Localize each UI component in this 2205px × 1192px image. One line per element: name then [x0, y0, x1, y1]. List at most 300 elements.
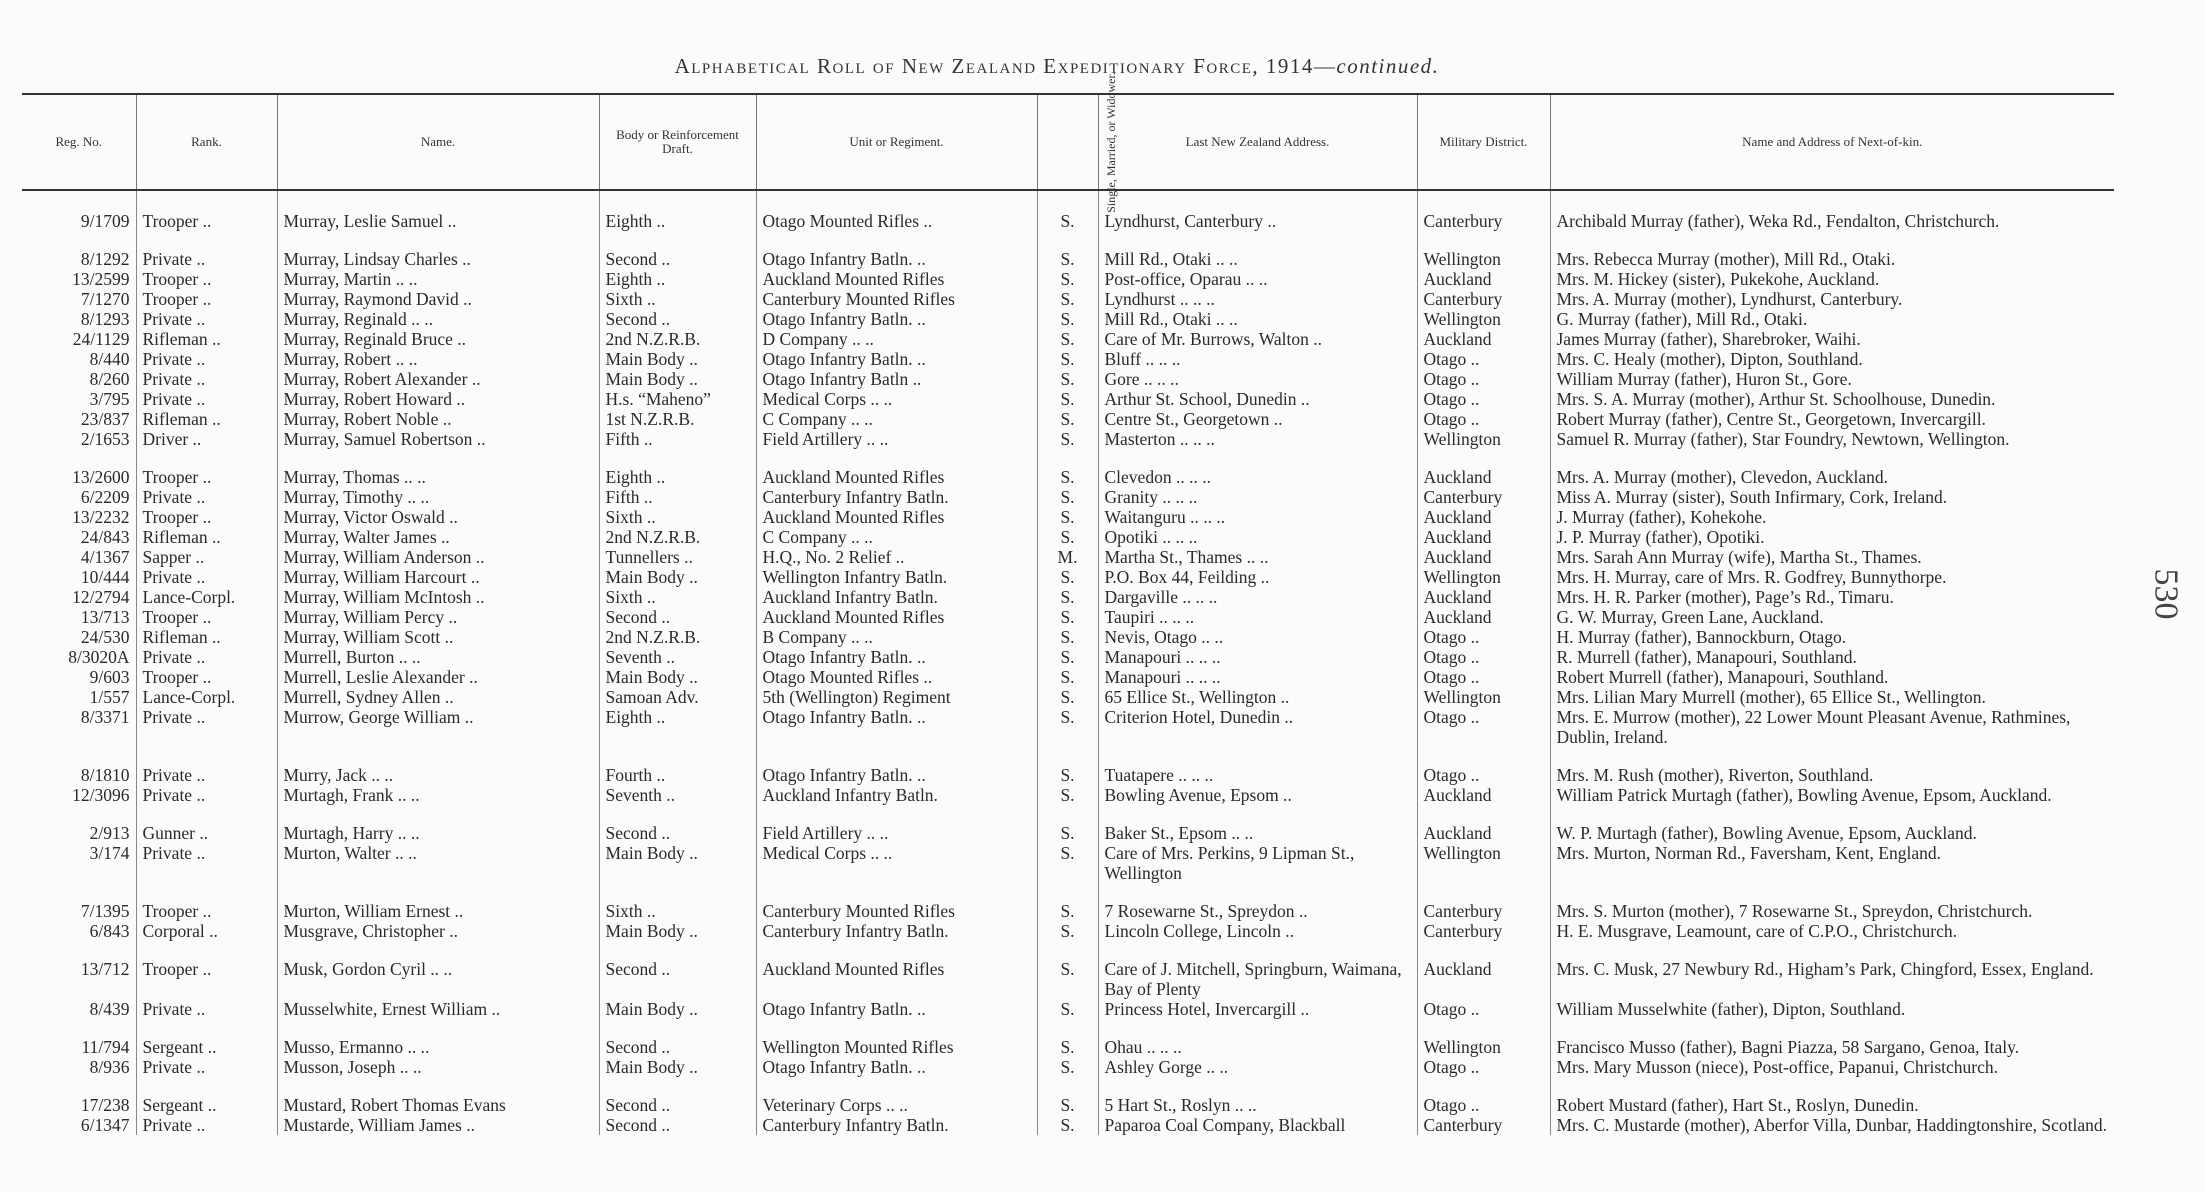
district-cell: Wellington	[1417, 567, 1550, 587]
district-cell: Wellington	[1417, 309, 1550, 329]
status-cell: S.	[1037, 269, 1098, 289]
reg-no-cell: 13/712	[80, 959, 130, 979]
rank-cell: Private ..	[136, 1057, 277, 1077]
status-cell: S.	[1037, 527, 1098, 547]
next-of-kin-cell: Mrs. A. Murray (mother), Clevedon, Auckland.	[1550, 449, 2114, 487]
address-cell: Waitanguru .. .. ..	[1098, 507, 1417, 527]
status-cell: S.	[1037, 507, 1098, 527]
header-unit: Unit or Regiment.	[756, 94, 1037, 190]
next-of-kin-cell: R. Murrell (father), Manapouri, Southland.	[1550, 647, 2114, 667]
address-cell: Dargaville .. .. ..	[1098, 587, 1417, 607]
district-cell: Otago ..	[1417, 1077, 1550, 1115]
status-cell: S.	[1037, 567, 1098, 587]
unit-cell: Field Artillery .. ..	[756, 429, 1037, 449]
body-cell: Sixth ..	[599, 289, 756, 309]
address-cell: Care of Mr. Burrows, Walton ..	[1098, 329, 1417, 349]
status-cell: S.	[1037, 369, 1098, 389]
reg-no-cell: 7/1395	[80, 901, 130, 921]
rank-cell: Trooper ..	[136, 449, 277, 487]
name-cell: Murtagh, Harry .. ..	[277, 805, 599, 843]
name-cell: Musson, Joseph .. ..	[277, 1057, 599, 1077]
body-cell: Second ..	[599, 941, 756, 999]
district-cell: Auckland	[1417, 507, 1550, 527]
status-cell: M.	[1037, 547, 1098, 567]
table-row	[22, 627, 2114, 647]
unit-cell: Canterbury Infantry Batln.	[756, 487, 1037, 507]
rank-cell: Sapper ..	[136, 547, 277, 567]
reg-no-cell: 8/260	[89, 369, 130, 389]
address-cell: Arthur St. School, Dunedin ..	[1098, 389, 1417, 409]
title-continued: continued.	[1336, 54, 1440, 78]
unit-cell: Medical Corps .. ..	[756, 843, 1037, 883]
unit-cell: Otago Mounted Rifles ..	[756, 211, 1037, 231]
status-cell: S.	[1037, 211, 1098, 231]
rank-cell: Trooper ..	[136, 883, 277, 921]
status-cell: S.	[1037, 999, 1098, 1019]
reg-no-cell: 9/603	[89, 667, 130, 687]
unit-cell: Wellington Infantry Batln.	[756, 567, 1037, 587]
table-header	[22, 72, 2114, 213]
address-cell: Ashley Gorge .. ..	[1098, 1057, 1417, 1077]
status-cell: S.	[1037, 1019, 1098, 1057]
body-cell: Second ..	[599, 805, 756, 843]
district-cell: Auckland	[1417, 527, 1550, 547]
body-cell: Sixth ..	[599, 883, 756, 921]
unit-cell: Otago Mounted Rifles ..	[756, 667, 1037, 687]
next-of-kin-cell: Mrs. C. Healy (mother), Dipton, Southland.	[1550, 349, 2114, 369]
reg-no-cell: 8/1293	[80, 309, 130, 329]
unit-cell: Otago Infantry Batln. ..	[756, 707, 1037, 747]
name-cell: Murray, William Scott ..	[277, 627, 599, 647]
rank-cell: Trooper ..	[136, 507, 277, 527]
reg-no-cell: 2/913	[89, 823, 130, 843]
rank-cell: Private ..	[136, 1115, 277, 1135]
table-row	[22, 289, 2114, 309]
next-of-kin-cell: Mrs. M. Rush (mother), Riverton, Southland.	[1550, 747, 2114, 785]
rank-cell: Private ..	[136, 349, 277, 369]
reg-no-cell: 1/557	[89, 687, 130, 707]
unit-cell: Auckland Mounted Rifles	[756, 449, 1037, 487]
address-cell: Manapouri .. .. ..	[1098, 667, 1417, 687]
table-row	[22, 883, 2114, 921]
table-row	[22, 449, 2114, 487]
district-cell: Otago ..	[1417, 409, 1550, 429]
address-cell: Martha St., Thames .. ..	[1098, 547, 1417, 567]
district-cell: Otago ..	[1417, 389, 1550, 409]
district-cell: Auckland	[1417, 785, 1550, 805]
name-cell: Murray, Thomas .. ..	[277, 449, 599, 487]
body-cell: Eighth ..	[599, 707, 756, 747]
reg-no-cell: 4/1367	[80, 547, 130, 567]
next-of-kin-cell: William Patrick Murtagh (father), Bowling Avenue, Epsom, Auckland.	[1550, 785, 2114, 805]
address-cell: Paparoa Coal Company, Blackball	[1098, 1115, 1417, 1135]
district-cell: Wellington	[1417, 231, 1550, 269]
next-of-kin-cell: Mrs. C. Mustarde (mother), Aberfor Villa, Dunbar, Haddingtonshire, Scotland.	[1550, 1115, 2114, 1135]
next-of-kin-cell: G. W. Murray, Green Lane, Auckland.	[1550, 607, 2114, 627]
address-cell: Baker St., Epsom .. ..	[1098, 805, 1417, 843]
name-cell: Mustard, Robert Thomas Evans	[277, 1077, 599, 1115]
district-cell: Otago ..	[1417, 349, 1550, 369]
unit-cell: Otago Infantry Batln. ..	[756, 231, 1037, 269]
header-status-label: Single, Married, or Widower.	[1103, 72, 1118, 213]
unit-cell: Wellington Mounted Rifles	[756, 1019, 1037, 1057]
body-cell: Fifth ..	[599, 429, 756, 449]
body-cell: Main Body ..	[599, 1057, 756, 1077]
table-row	[22, 527, 2114, 547]
next-of-kin-cell: H. E. Musgrave, Leamount, care of C.P.O., Christchurch.	[1550, 921, 2114, 941]
status-cell: S.	[1037, 921, 1098, 941]
district-cell: Otago ..	[1417, 707, 1550, 747]
body-cell: Tunnellers ..	[599, 547, 756, 567]
body-cell: Main Body ..	[599, 999, 756, 1019]
district-cell: Auckland	[1417, 805, 1550, 843]
next-of-kin-cell: Mrs. S. A. Murray (mother), Arthur St. Schoolhouse, Dunedin.	[1550, 389, 2114, 409]
unit-cell: H.Q., No. 2 Relief ..	[756, 547, 1037, 567]
reg-no-cell: 8/440	[89, 349, 130, 369]
next-of-kin-cell: Mrs. Murton, Norman Rd., Faversham, Kent, England.	[1550, 843, 2114, 883]
reg-no-cell: 17/238	[80, 1095, 130, 1115]
status-cell: S.	[1037, 429, 1098, 449]
table-row	[22, 567, 2114, 587]
name-cell: Murry, Jack .. ..	[277, 747, 599, 785]
rank-cell: Lance-Corpl.	[136, 687, 277, 707]
rank-cell: Rifleman ..	[136, 409, 277, 429]
status-cell: S.	[1037, 941, 1098, 999]
address-cell: Mill Rd., Otaki .. ..	[1098, 309, 1417, 329]
header-district: Military District.	[1417, 94, 1550, 190]
address-cell: Masterton .. .. ..	[1098, 429, 1417, 449]
address-cell: Clevedon .. .. ..	[1098, 449, 1417, 487]
table-row	[22, 941, 2114, 999]
status-cell: S.	[1037, 607, 1098, 627]
reg-no-cell: 8/3371	[80, 707, 130, 727]
rank-cell: Trooper ..	[136, 211, 277, 231]
address-cell: Post-office, Oparau .. ..	[1098, 269, 1417, 289]
body-cell: Main Body ..	[599, 567, 756, 587]
name-cell: Murrell, Burton .. ..	[277, 647, 599, 667]
address-cell: Lincoln College, Lincoln ..	[1098, 921, 1417, 941]
body-cell: Second ..	[599, 309, 756, 329]
unit-cell: Otago Infantry Batln. ..	[756, 1057, 1037, 1077]
district-cell: Otago ..	[1417, 1057, 1550, 1077]
reg-no-cell: 8/1810	[80, 765, 130, 785]
reg-no-cell: 12/2794	[72, 587, 130, 607]
table-row	[22, 547, 2114, 567]
body-cell: Main Body ..	[599, 349, 756, 369]
reg-no-cell: 24/1129	[72, 329, 130, 349]
status-cell: S.	[1037, 687, 1098, 707]
unit-cell: Canterbury Infantry Batln.	[756, 921, 1037, 941]
name-cell: Murray, William Anderson ..	[277, 547, 599, 567]
next-of-kin-cell: Mrs. E. Murrow (mother), 22 Lower Mount Pleasant Avenue, Rathmines, Dublin, Ireland.	[1550, 707, 2114, 747]
name-cell: Murrell, Sydney Allen ..	[277, 687, 599, 707]
name-cell: Murray, Robert .. ..	[277, 349, 599, 369]
name-cell: Murrow, George William ..	[277, 707, 599, 747]
name-cell: Murray, Timothy .. ..	[277, 487, 599, 507]
status-cell: S.	[1037, 409, 1098, 429]
next-of-kin-cell: J. P. Murray (father), Opotiki.	[1550, 527, 2114, 547]
body-cell: Main Body ..	[599, 667, 756, 687]
unit-cell: Canterbury Infantry Batln.	[756, 1115, 1037, 1135]
unit-cell: B Company .. ..	[756, 627, 1037, 647]
name-cell: Murray, Reginald .. ..	[277, 309, 599, 329]
rank-cell: Trooper ..	[136, 667, 277, 687]
status-cell: S.	[1037, 389, 1098, 409]
rank-cell: Driver ..	[136, 429, 277, 449]
next-of-kin-cell: Archibald Murray (father), Weka Rd., Fendalton, Christchurch.	[1550, 211, 2114, 231]
reg-no-cell: 8/1292	[80, 249, 130, 269]
unit-cell: Otago Infantry Batln. ..	[756, 747, 1037, 785]
status-cell: S.	[1037, 785, 1098, 805]
reg-no-cell: 13/713	[80, 607, 130, 627]
table-row	[22, 667, 2114, 687]
address-cell: Gore .. .. ..	[1098, 369, 1417, 389]
status-cell: S.	[1037, 1115, 1098, 1135]
next-of-kin-cell: Robert Murray (father), Centre St., Georgetown, Invercargill.	[1550, 409, 2114, 429]
reg-no-cell: 13/2599	[72, 269, 130, 289]
status-cell: S.	[1037, 883, 1098, 921]
body-cell: Second ..	[599, 231, 756, 269]
table-row	[22, 429, 2114, 449]
address-cell: Care of Mrs. Perkins, 9 Lipman St., Wellington	[1098, 843, 1417, 883]
address-cell: Granity .. .. ..	[1098, 487, 1417, 507]
table-row	[22, 329, 2114, 349]
rank-cell: Private ..	[136, 785, 277, 805]
table-row	[22, 843, 2114, 883]
body-cell: 1st N.Z.R.B.	[599, 409, 756, 429]
reg-no-cell: 11/794	[81, 1037, 130, 1057]
reg-no-cell: 24/530	[80, 627, 130, 647]
status-cell: S.	[1037, 289, 1098, 309]
address-cell: Princess Hotel, Invercargill ..	[1098, 999, 1417, 1019]
next-of-kin-cell: Samuel R. Murray (father), Star Foundry, Newtown, Wellington.	[1550, 429, 2114, 449]
body-cell: Eighth ..	[599, 449, 756, 487]
body-cell: 2nd N.Z.R.B.	[599, 627, 756, 647]
status-cell: S.	[1037, 587, 1098, 607]
table-row	[22, 1077, 2114, 1115]
table-row	[22, 1057, 2114, 1077]
rank-cell: Rifleman ..	[136, 627, 277, 647]
table-row	[22, 309, 2114, 329]
rank-cell: Sergeant ..	[136, 1077, 277, 1115]
table-row	[22, 747, 2114, 785]
address-cell: 5 Hart St., Roslyn .. ..	[1098, 1077, 1417, 1115]
name-cell: Mustarde, William James ..	[277, 1115, 599, 1135]
name-cell: Musgrave, Christopher ..	[277, 921, 599, 941]
body-cell: Main Body ..	[599, 843, 756, 883]
body-cell: Seventh ..	[599, 647, 756, 667]
table-row	[22, 369, 2114, 389]
rank-cell: Trooper ..	[136, 941, 277, 999]
reg-no-cell: 6/2209	[80, 487, 130, 507]
header-name: Name.	[277, 94, 599, 190]
title-main: Alphabetical Roll of New Zealand Expeditionary Force, 1914—	[674, 54, 1337, 78]
name-cell: Murray, Victor Oswald ..	[277, 507, 599, 527]
body-cell: Eighth ..	[599, 211, 756, 231]
next-of-kin-cell: Mrs. A. Murray (mother), Lyndhurst, Canterbury.	[1550, 289, 2114, 309]
next-of-kin-cell: J. Murray (father), Kohekohe.	[1550, 507, 2114, 527]
unit-cell: Auckland Mounted Rifles	[756, 269, 1037, 289]
header-address: Last New Zealand Address.	[1098, 94, 1417, 190]
rank-cell: Private ..	[136, 487, 277, 507]
table-row	[22, 487, 2114, 507]
unit-cell: 5th (Wellington) Regiment	[756, 687, 1037, 707]
status-cell: S.	[1037, 747, 1098, 785]
address-cell: Mill Rd., Otaki .. ..	[1098, 231, 1417, 269]
address-cell: Criterion Hotel, Dunedin ..	[1098, 707, 1417, 747]
address-cell: Ohau .. .. ..	[1098, 1019, 1417, 1057]
reg-no-cell: 8/936	[89, 1057, 130, 1077]
status-cell: S.	[1037, 487, 1098, 507]
next-of-kin-cell: Mrs. Sarah Ann Murray (wife), Martha St., Thames.	[1550, 547, 2114, 567]
body-cell: H.s. “Maheno”	[599, 389, 756, 409]
district-cell: Canterbury	[1417, 883, 1550, 921]
address-cell: Opotiki .. .. ..	[1098, 527, 1417, 547]
unit-cell: Field Artillery .. ..	[756, 805, 1037, 843]
rank-cell: Trooper ..	[136, 269, 277, 289]
name-cell: Murray, Martin .. ..	[277, 269, 599, 289]
body-cell: Second ..	[599, 1019, 756, 1057]
address-cell: Lyndhurst .. .. ..	[1098, 289, 1417, 309]
district-cell: Canterbury	[1417, 487, 1550, 507]
table-row	[22, 707, 2114, 747]
unit-cell: Otago Infantry Batln. ..	[756, 309, 1037, 329]
status-cell: S.	[1037, 843, 1098, 883]
reg-no-cell: 13/2232	[72, 507, 130, 527]
status-cell: S.	[1037, 707, 1098, 747]
address-cell: Lyndhurst, Canterbury ..	[1098, 211, 1417, 231]
district-cell: Otago ..	[1417, 627, 1550, 647]
next-of-kin-cell: Mrs. S. Murton (mother), 7 Rosewarne St., Spreydon, Christchurch.	[1550, 883, 2114, 921]
name-cell: Musk, Gordon Cyril .. ..	[277, 941, 599, 999]
district-cell: Auckland	[1417, 607, 1550, 627]
district-cell: Otago ..	[1417, 369, 1550, 389]
unit-cell: Medical Corps .. ..	[756, 389, 1037, 409]
rank-cell: Rifleman ..	[136, 329, 277, 349]
next-of-kin-cell: Francisco Musso (father), Bagni Piazza, 58 Sargano, Genoa, Italy.	[1550, 1019, 2114, 1057]
table-row	[22, 805, 2114, 843]
reg-no-cell: 3/795	[89, 389, 130, 409]
reg-no-cell: 2/1653	[80, 429, 130, 449]
reg-no-cell: 9/1709	[80, 211, 130, 231]
reg-no-cell: 24/843	[80, 527, 130, 547]
next-of-kin-cell: Mrs. M. Hickey (sister), Pukekohe, Auckland.	[1550, 269, 2114, 289]
unit-cell: C Company .. ..	[756, 527, 1037, 547]
next-of-kin-cell: Miss A. Murray (sister), South Infirmary, Cork, Ireland.	[1550, 487, 2114, 507]
next-of-kin-cell: Robert Murrell (father), Manapouri, Southland.	[1550, 667, 2114, 687]
status-cell: S.	[1037, 627, 1098, 647]
district-cell: Auckland	[1417, 449, 1550, 487]
unit-cell: C Company .. ..	[756, 409, 1037, 429]
rank-cell: Private ..	[136, 369, 277, 389]
name-cell: Murray, Robert Noble ..	[277, 409, 599, 429]
reg-no-cell: 10/444	[80, 567, 130, 587]
table-row	[22, 785, 2114, 805]
rank-cell: Trooper ..	[136, 289, 277, 309]
table-row	[22, 647, 2114, 667]
rank-cell: Corporal ..	[136, 921, 277, 941]
roll-table	[22, 72, 2114, 1135]
district-cell: Auckland	[1417, 587, 1550, 607]
district-cell: Wellington	[1417, 1019, 1550, 1057]
reg-no-cell: 6/1347	[80, 1115, 130, 1135]
reg-no-cell: 6/843	[89, 921, 130, 941]
unit-cell: Otago Infantry Batln. ..	[756, 349, 1037, 369]
unit-cell: Auckland Mounted Rifles	[756, 507, 1037, 527]
next-of-kin-cell: Mrs. H. Murray, care of Mrs. R. Godfrey, Bunnythorpe.	[1550, 567, 2114, 587]
reg-no-cell: 8/439	[89, 999, 130, 1019]
rank-cell: Sergeant ..	[136, 1019, 277, 1057]
table-row	[22, 389, 2114, 409]
page-number: 530	[2147, 568, 2185, 620]
unit-cell: Canterbury Mounted Rifles	[756, 883, 1037, 921]
table-row	[22, 231, 2114, 269]
body-cell: Fourth ..	[599, 747, 756, 785]
body-cell: Main Body ..	[599, 921, 756, 941]
rank-cell: Private ..	[136, 707, 277, 747]
rank-cell: Private ..	[136, 309, 277, 329]
status-cell: S.	[1037, 1077, 1098, 1115]
table-row	[22, 999, 2114, 1019]
next-of-kin-cell: William Murray (father), Huron St., Gore.	[1550, 369, 2114, 389]
rank-cell: Private ..	[136, 843, 277, 883]
unit-cell: Canterbury Mounted Rifles	[756, 289, 1037, 309]
status-cell: S.	[1037, 647, 1098, 667]
table-row	[22, 211, 2114, 231]
address-cell: 7 Rosewarne St., Spreydon ..	[1098, 883, 1417, 921]
table-row	[22, 587, 2114, 607]
address-cell: Care of J. Mitchell, Springburn, Waimana, Bay of Plenty	[1098, 941, 1417, 999]
status-cell: S.	[1037, 329, 1098, 349]
reg-no-cell: 23/837	[80, 409, 130, 429]
district-cell: Wellington	[1417, 429, 1550, 449]
next-of-kin-cell: H. Murray (father), Bannockburn, Otago.	[1550, 627, 2114, 647]
body-cell: Sixth ..	[599, 587, 756, 607]
body-cell: Second ..	[599, 1077, 756, 1115]
body-cell: Main Body ..	[599, 369, 756, 389]
table-row	[22, 607, 2114, 627]
address-cell: Centre St., Georgetown ..	[1098, 409, 1417, 429]
address-cell: Bluff .. .. ..	[1098, 349, 1417, 369]
body-cell: Second ..	[599, 607, 756, 627]
unit-cell: Auckland Infantry Batln.	[756, 785, 1037, 805]
table-row	[22, 507, 2114, 527]
header-reg-no: Reg. No.	[55, 134, 103, 149]
table-body	[22, 190, 2114, 1135]
address-cell: 65 Ellice St., Wellington ..	[1098, 687, 1417, 707]
table-row	[22, 921, 2114, 941]
next-of-kin-cell: Mrs. Rebecca Murray (mother), Mill Rd., Otaki.	[1550, 231, 2114, 269]
table-row	[22, 409, 2114, 429]
body-cell: 2nd N.Z.R.B.	[599, 329, 756, 349]
name-cell: Musso, Ermanno .. ..	[277, 1019, 599, 1057]
body-cell: Seventh ..	[599, 785, 756, 805]
rank-cell: Private ..	[136, 231, 277, 269]
unit-cell: Auckland Mounted Rifles	[756, 607, 1037, 627]
district-cell: Canterbury	[1417, 289, 1550, 309]
next-of-kin-cell: Mrs. Lilian Mary Murrell (mother), 65 Ellice St., Wellington.	[1550, 687, 2114, 707]
status-cell: S.	[1037, 231, 1098, 269]
district-cell: Auckland	[1417, 941, 1550, 999]
name-cell: Murray, Walter James ..	[277, 527, 599, 547]
district-cell: Auckland	[1417, 269, 1550, 289]
district-cell: Otago ..	[1417, 667, 1550, 687]
address-cell: Manapouri .. .. ..	[1098, 647, 1417, 667]
district-cell: Canterbury	[1417, 1115, 1550, 1135]
name-cell: Murtagh, Frank .. ..	[277, 785, 599, 805]
unit-cell: Otago Infantry Batln ..	[756, 369, 1037, 389]
district-cell: Canterbury	[1417, 211, 1550, 231]
